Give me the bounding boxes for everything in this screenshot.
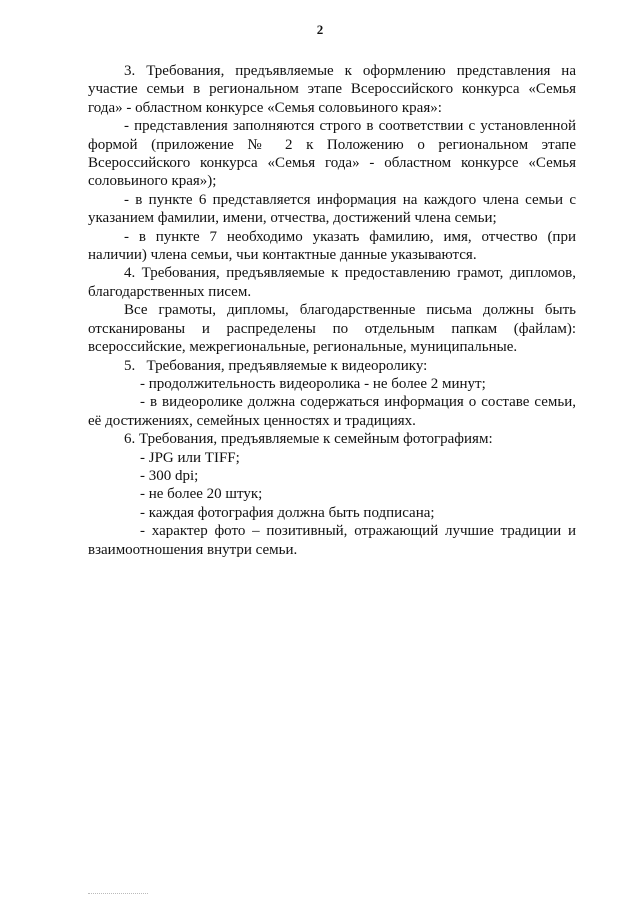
paragraph-section-3-heading: 3. Требования, предъявляемые к оформлению представления на участие семьи в региональном этапе Всероссийского конкурса «Семья года» - областном конкурсе «Семья соловьиного края»: [88,63,576,116]
paragraph-section-5-item-duration: - продолжительность видеоролика - не более 2 минут; [140,375,486,392]
paragraph-section-6-item-format: - JPG или TIFF; [140,449,240,466]
document-body [88,62,576,559]
paragraph-section-4-heading: 4. Требования, предъявляемые к предоставлению грамот, дипломов, благодарственных писем. [88,265,576,300]
paragraph-section-5-item-content: - в видеоролике должна содержаться информация о составе семьи, её достижениях, семейных ценностях и традициях. [88,394,576,429]
paragraph-section-4-body: Все грамоты, дипломы, благодарственные письма должны быть отсканированы и распределены по отдельным папкам (файлам): всероссийские, межрегиональные, региональные, муниципальные. [88,302,576,356]
paragraph-section-6-item-count: - не более 20 штук; [140,486,263,503]
paragraph-section-5-heading: 5. Требования, предъявляемые к видеоролику: [124,357,428,374]
paragraph-section-6-heading: 6. Требования, предъявляемые к семейным фотографиям: [124,431,493,448]
paragraph-section-3-item-point-7: - в пункте 7 необходимо указать фамилию, имя, отчество (при наличии) члена семьи, чьи контактные данные указываются. [88,228,576,264]
paragraph-section-6-item-resolution: - 300 dpi; [140,467,199,484]
page-number: 2 [316,22,324,37]
paragraph-section-3-item-point-6: - в пункте 6 представляется информация на каждого члена семьи с указанием фамилии, имени, отчества, достижений члена семьи; [88,191,576,227]
paragraph-section-6-item-character: - характер фото – позитивный, отражающий лучшие традиции и взаимоотношения внутри семьи. [88,523,576,558]
paragraph-section-6-item-signed: - каждая фотография должна быть подписана; [140,504,435,521]
paragraph-section-3-item-form: - представления заполняются строго в соответствии с установленной формой (приложение № 2 к Положению о региональном этапе Всероссийского конкурса «Семья года» - областном конкурсе «Семья соловьиного края»); [88,118,576,190]
scan-footer-mark [88,893,148,897]
